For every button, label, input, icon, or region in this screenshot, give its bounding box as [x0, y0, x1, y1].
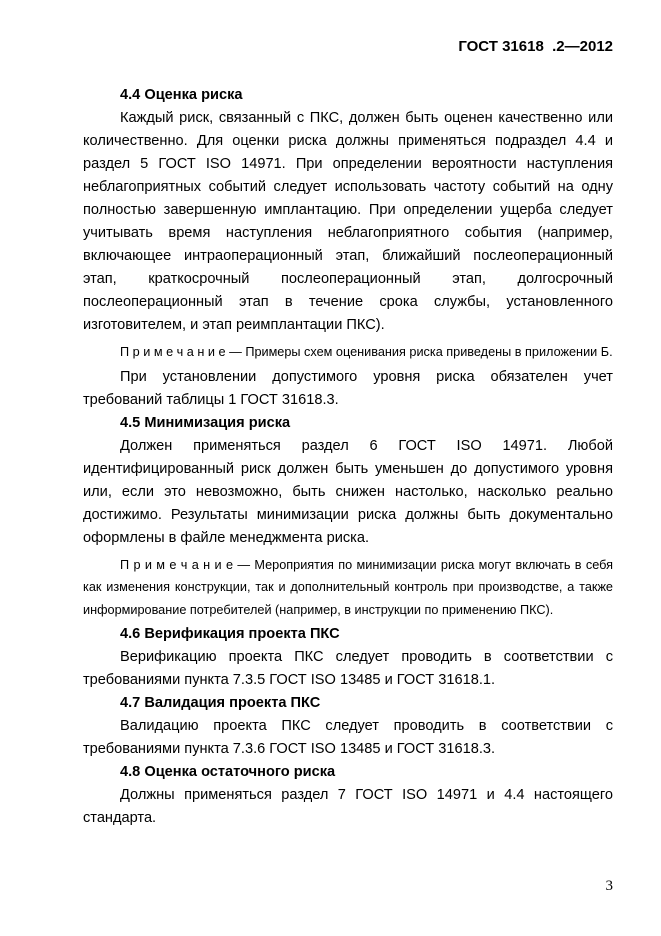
section-heading-4-5: 4.5 Минимизация риска	[120, 414, 291, 431]
note-risk-minimization: П р и м е ч а н и е — Мероприятия по минимизации риска могут включать в себя как изменения конструкции, так и дополнительный контроль при производстве, а также информирование потребителей (например, в инструкции по применению ПКС).	[83, 557, 613, 617]
note-risk-assessment: П р и м е ч а н и е — Примеры схем оценивания риска приведены в приложении Б.	[120, 345, 613, 359]
page-number: 3	[605, 878, 613, 894]
paragraph-residual-risk: Должны применяться раздел 7 ГОСТ ISO 14971 и 4.4 настоящего стандарта.	[83, 787, 613, 826]
paragraph-acceptable-risk-level: При установлении допустимого уровня риска обязателен учет требований таблицы 1 ГОСТ 31618.3.	[83, 368, 613, 408]
section-heading-4-4: 4.4 Оценка риска	[120, 87, 243, 103]
document-header: ГОСТ 31618 .2—2012	[458, 38, 613, 55]
paragraph-design-verification: Верификацию проекта ПКС следует проводить в соответствии с требованиями пункта 7.3.5 ГОСТ ISO 13485 и ГОСТ 31618.1.	[83, 649, 613, 688]
paragraph-design-validation: Валидацию проекта ПКС следует проводить в соответствии с требованиями пункта 7.3.6 ГОСТ ISO 13485 и ГОСТ 31618.3.	[83, 718, 613, 757]
section-heading-4-6: 4.6 Верификация проекта ПКС	[120, 626, 340, 642]
document-content	[83, 84, 613, 830]
paragraph-risk-assessment: Каждый риск, связанный с ПКС, должен быть оценен качественно или количественно. Для оценки риска должны применяться подраздел 4.4 и раздел 5 ГОСТ ISO 14971. При определении вероятности наступления неблагоприятных событий следует использовать частоту событий на одну полностью завершенную имплантацию. При определении ущерба следует учитывать время наступления неблагоприятного события (например, включающее интраоперационный этап, ближайший послеоперационный этап, краткосрочный послеоперационный этап, долгосрочный послеоперационный этап в течение срока службы, установленного изготовителем, и этап реимплантации ПКС).	[83, 110, 613, 333]
section-heading-4-8: 4.8 Оценка остаточного риска	[120, 764, 336, 780]
paragraph-risk-minimization: Должен применяться раздел 6 ГОСТ ISO 14971. Любой идентифицированный риск должен быть уменьшен до допустимого уровня или, если это невозможно, быть снижен настолько, насколько реально достижимо. Результаты минимизации риска должны быть документально оформлены в файле менеджмента риска.	[83, 437, 613, 546]
section-heading-4-7: 4.7 Валидация проекта ПКС	[120, 695, 321, 711]
